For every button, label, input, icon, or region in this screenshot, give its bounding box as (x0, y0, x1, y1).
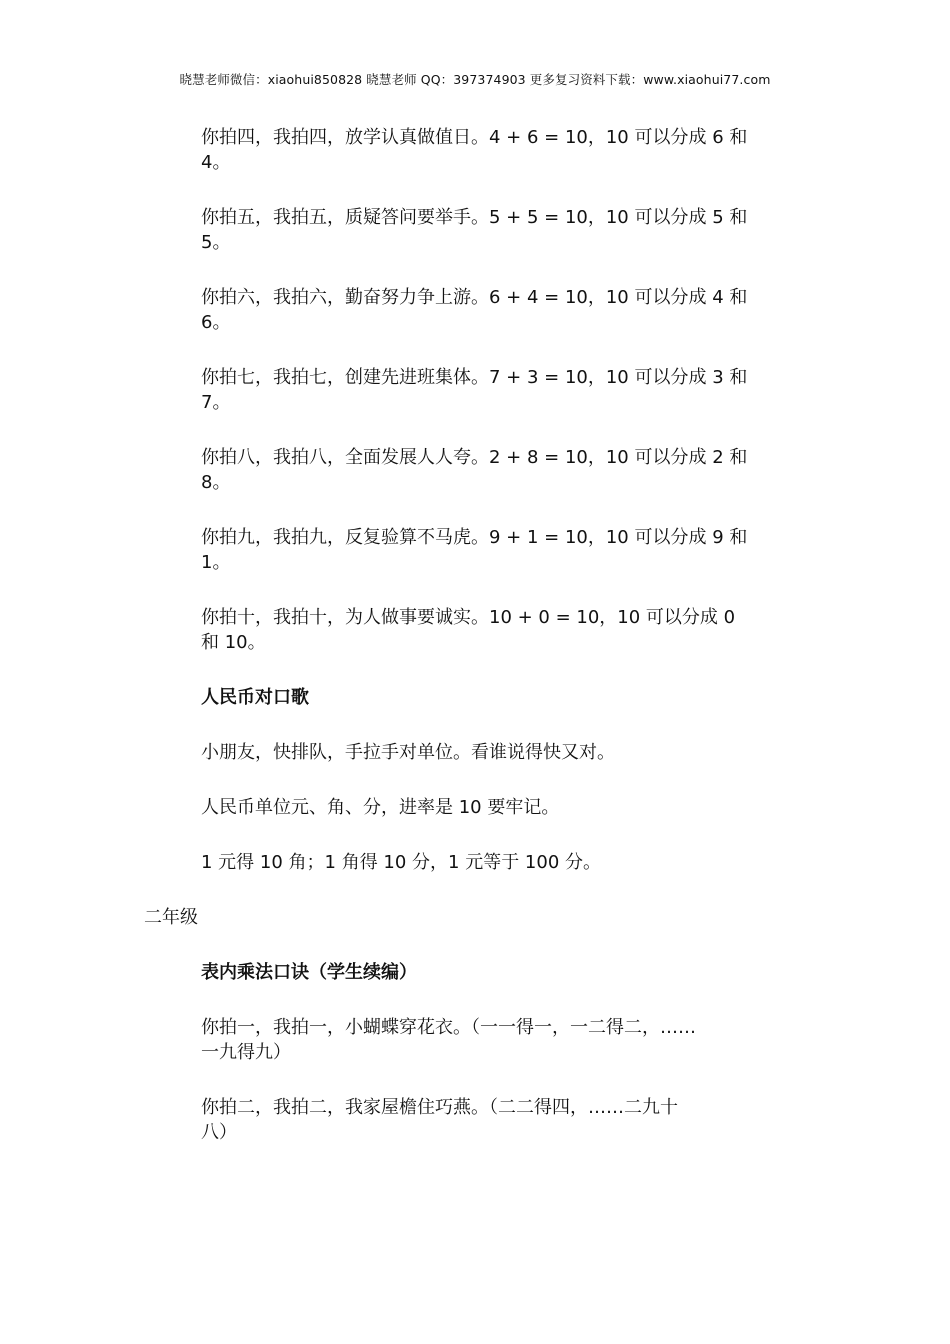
rhyme-paragraph-5 (201, 205, 753, 255)
rhyme-paragraph-10 (201, 605, 753, 655)
rhyme-paragraph-9 (201, 525, 753, 575)
rhyme-paragraph-7 (201, 365, 753, 415)
rhyme-line: 你拍十，我拍十，为人做事要诚实。10 + 0 = 10，10 可以分成 0 (201, 607, 736, 628)
rhyme-line: 一九得九） (201, 1042, 291, 1063)
multiplication-paragraph-1 (201, 1015, 753, 1065)
rhyme-line: 4。 (201, 152, 231, 173)
rhyme-line: 1。 (201, 552, 231, 573)
rhyme-line: 你拍九，我拍九，反复验算不马虎。9 + 1 = 10，10 可以分成 9 和 (201, 527, 748, 548)
rhyme-line: 5。 (201, 232, 231, 253)
rhyme-line: 你拍五，我拍五，质疑答问要举手。5 + 5 = 10，10 可以分成 5 和 (201, 207, 748, 228)
rmb-line: 1 元得 10 角；1 角得 10 分，1 元等于 100 分。 (201, 852, 602, 873)
rhyme-paragraph-8 (201, 445, 753, 495)
rhyme-line: 8。 (201, 472, 231, 493)
multiplication-section-heading: 表内乘法口诀（学生续编） (201, 962, 417, 983)
rhyme-line: 你拍四，我拍四，放学认真做值日。4 + 6 = 10，10 可以分成 6 和 (201, 127, 748, 148)
rhyme-line: 八） (201, 1122, 237, 1143)
rhyme-line: 你拍六，我拍六，勤奋努力争上游。6 + 4 = 10，10 可以分成 4 和 (201, 287, 748, 308)
rhyme-line: 你拍八，我拍八，全面发展人人夸。2 + 8 = 10，10 可以分成 2 和 (201, 447, 748, 468)
rmb-line: 人民币单位元、角、分，进率是 10 要牢记。 (201, 797, 560, 818)
rhyme-line: 你拍二，我拍二，我家屋檐住巧燕。（二二得四，……二九十 (201, 1097, 678, 1118)
rhyme-line: 你拍一，我拍一，小蝴蝶穿花衣。（一一得一，一二得二，…… (201, 1017, 696, 1038)
page-header-watermark: 晓慧老师微信：xiaohui850828 晓慧老师 QQ：397374903 更多复习资料下载：www.xiaohui77.com (179, 72, 771, 87)
rhyme-line: 你拍七，我拍七，创建先进班集体。7 + 3 = 10，10 可以分成 3 和 (201, 367, 748, 388)
rhyme-line: 和 10。 (201, 632, 266, 653)
grade-label: 二年级 (144, 907, 198, 928)
rhyme-paragraph-4 (201, 125, 753, 175)
rmb-line: 小朋友，快排队，手拉手对单位。看谁说得快又对。 (201, 742, 615, 763)
rmb-section-heading: 人民币对口歌 (201, 687, 309, 708)
rhyme-line: 6。 (201, 312, 231, 333)
rhyme-line: 7。 (201, 392, 231, 413)
rhyme-paragraph-6 (201, 285, 753, 335)
multiplication-paragraph-2 (201, 1095, 753, 1145)
